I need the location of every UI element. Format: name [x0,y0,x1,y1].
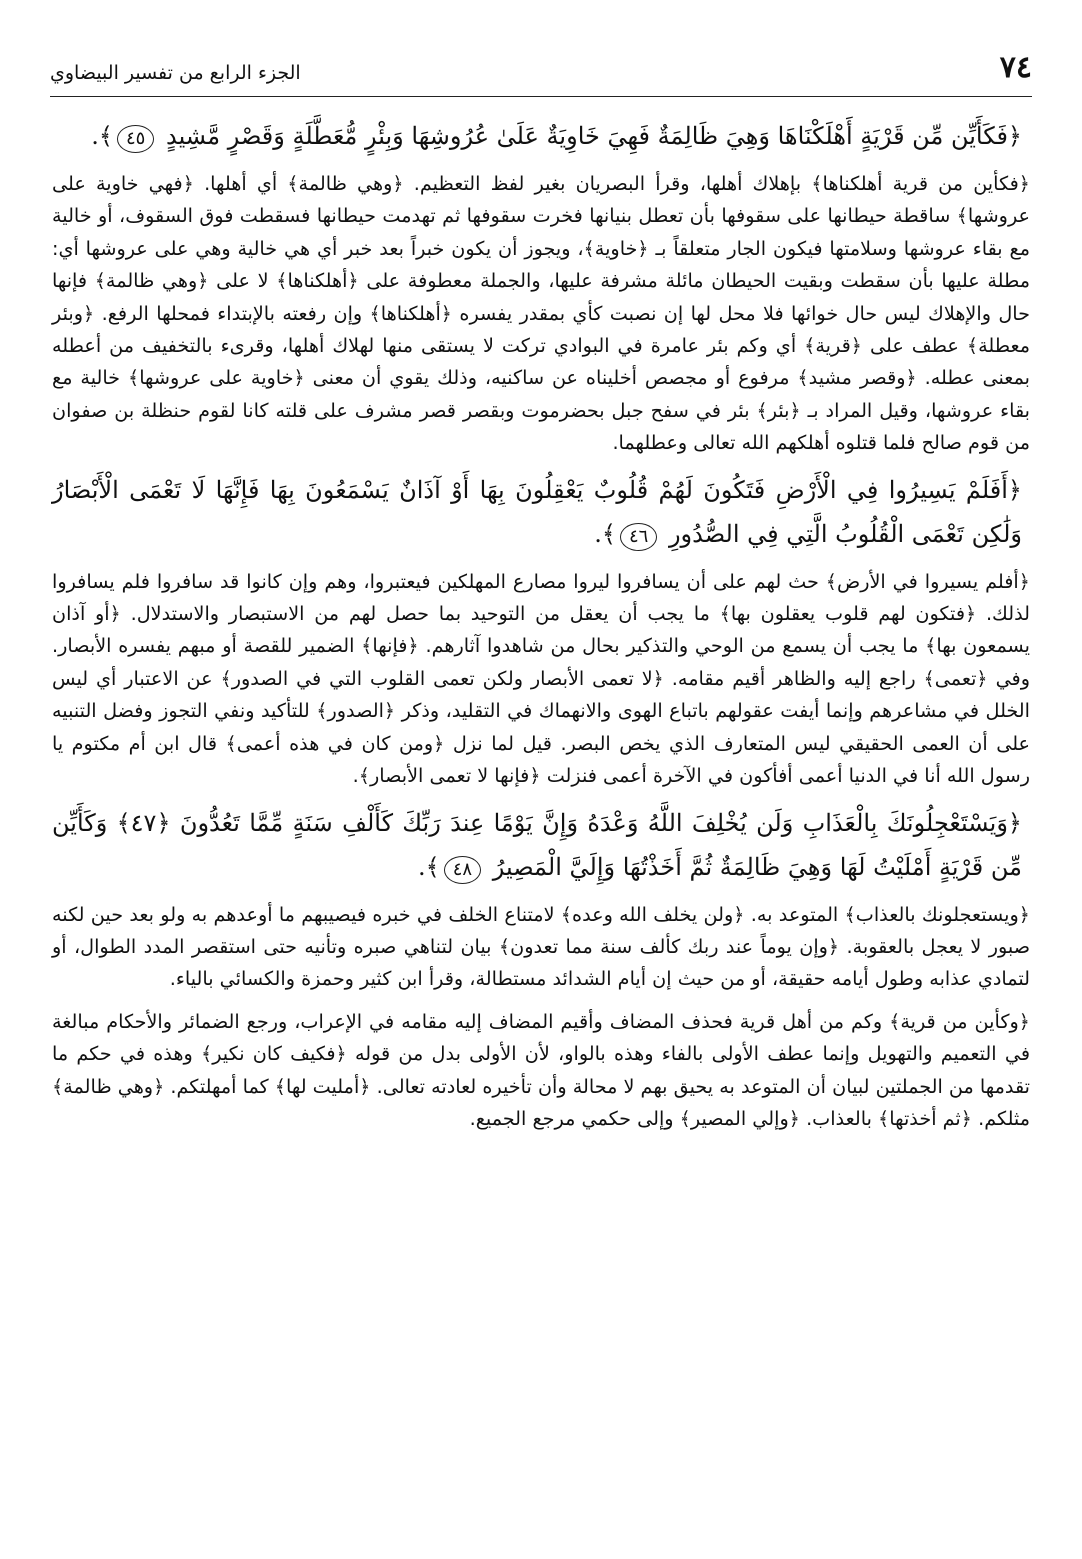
verse-text: ﴿أَفَلَمْ يَسِيرُوا فِي الْأَرْضِ فَتَكُونَ لَهُمْ قُلُوبٌ يَعْقِلُونَ بِهَا أَوْ آذَانٌ يَسْمَعُونَ بِهَا فَإِنَّهَا لَا تَعْمَى الْأَبْصَارُ وَلَٰكِن تَعْمَى الْقُلُوبُ الَّتِي فِي الصُّدُورِ [52,475,1022,548]
page-body [52,108,1030,1143]
verse-block [52,468,1030,556]
header-rule [50,96,1032,97]
verse-text: ﴿فَكَأَيِّن مِّن قَرْيَةٍ أَهْلَكْنَاهَا وَهِيَ ظَالِمَةٌ فَهِيَ خَاوِيَةٌ عَلَىٰ عُرُوشِهَا وَبِئْرٍ مُّعَطَّلَةٍ وَقَصْرٍ مَّشِيدٍ [165,122,1022,150]
commentary-paragraph: ﴿أفلم يسيروا في الأرض﴾ حث لهم على أن يسافروا ليروا مصارع المهلكين فيعتبروا، وهم وإن كانوا قد سافروا فلم يسافروا لذلك. ﴿فتكون لهم قلوب يعقلون بها﴾ ما يجب أن يعقل من التوحيد بما حصل لهم من الاستبصار والاستدلال. ﴿أو آذان يسمعون بها﴾ ما يجب أن يسمع من الوحي والتذكير بحال من شاهدوا آثارهم. ﴿فإنها﴾ الضمير للقصة أو مبهم يفسره الأبصار. وفي ﴿تعمى﴾ راجع إليه والظاهر أقيم مقامه. ﴿لا تعمى الأبصار ولكن تعمى القلوب التي في الصدور﴾ عن الاعتبار أي ليس الخلل في مشاعرهم وإنما أيفت عقولهم باتباع الهوى والانهماك في التقليد، وذكر ﴿الصدور﴾ للتأكيد ونفي التجوز وفضل التنبيه على أن العمى الحقيقي ليس المتعارف الذي يخص البصر. قيل لما نزل ﴿ومن كان في هذه أعمى﴾ قال ابن أم مكتوم يا رسول الله أنا في الدنيا أعمى أفأكون في الآخرة أعمى فنزلت ﴿فإنها لا تعمى الأبصار﴾. [52,569,1030,788]
commentary-paragraph: ﴿وكأين من قرية﴾ وكم من أهل قرية فحذف المضاف وأقيم المضاف إليه مقامه في الإعراب، ورجع الضمائر والأحكام مبالغة في التعميم والتهويل وإنما عطف الأولى بالفاء وهذه بالواو، لأن الأولى بدل من قوله ﴿فكيف كان نكير﴾ وهذه في حكم ما تقدمها من الجملتين لبيان أن المتوعد به يحيق بهم لا محالة وأن تأخيره لعادته تعالى. ﴿أمليت لها﴾ كما أمهلتكم. ﴿وهي ظالمة﴾ مثلكم. ﴿ثم أخذتها﴾ بالعذاب. ﴿وإلي المصير﴾ وإلى حكمي مرجع الجميع. [52,1009,1030,1130]
verse-block [52,114,1030,158]
ayah-number: ٤٦ [620,523,657,551]
page-number: ٧٤ [999,50,1032,85]
ayah-number: ٤٥ [117,125,154,153]
verse-text: ﴿وَيَسْتَعْجِلُونَكَ بِالْعَذَابِ وَلَن يُخْلِفَ اللَّهُ وَعْدَهُ وَإِنَّ يَوْمًا عِندَ رَبِّكَ كَأَلْفِ سَنَةٍ مِّمَّا تَعُدُّونَ ﴿٤٧﴾ وَكَأَيِّن مِّن قَرْيَةٍ أَمْلَيْتُ لَهَا وَهِيَ ظَالِمَةٌ ثُمَّ أَخَذْتُهَا وَإِلَيَّ الْمَصِيرُ [52,808,1022,881]
commentary-paragraph: ﴿ويستعجلونك بالعذاب﴾ المتوعد به. ﴿ولن يخلف الله وعده﴾ لامتناع الخلف في خبره فيصيبهم ما أوعدهم به ولو بعد حين لكنه صبور لا يعجل بالعقوبة. ﴿وإن يوماً عند ربك كألف سنة مما تعدون﴾ بيان لتناهي صبره وتأنيه حتى استقصر المدد الطوال، أو لتمادي عذابه وطول أيامه حقيقة، أو من حيث إن أيام الشدائد مستطالة، وقرأ ابن كثير وحمزة والكسائي بالياء. [52,902,1030,991]
running-title: الجزء الرابع من تفسير البيضاوي [50,62,301,84]
verse-block [52,801,1030,889]
page-header [50,48,1032,100]
verse-end: ﴾. [91,122,113,150]
verse-end: ﴾. [418,852,440,881]
commentary-paragraph: ﴿فكأين من قرية أهلكناها﴾ بإهلاك أهلها، وقرأ البصريان بغير لفظ التعظيم. ﴿وهي ظالمة﴾ أي أهلها. ﴿فهي خاوية على عروشها﴾ ساقطة حيطانها على سقوفها بأن تعطل بنيانها فخرت سقوفها ثم تهدمت حيطانها فسقطت فوق السقوف، أو خالية مع بقاء عروشها وسلامتها فيكون الجار متعلقاً بـ ﴿خاوية﴾، ويجوز أن يكون خبراً بعد خبر أي هي خالية وهي على عروشها أي: مطلة عليها بأن سقطت وبقيت الحيطان مائلة مشرفة عليها، والجملة معطوفة على ﴿أهلكناها﴾ لا على ﴿وهي ظالمة﴾ فإنها حال والإهلاك ليس حال خوائها فلا محل لها إن نصبت كأي بمقدر يفسره ﴿أهلكناها﴾ وإن رفعته بالإبتداء فمحلها الرفع. ﴿وبئر معطلة﴾ عطف على ﴿قرية﴾ أي وكم بئر عامرة في البوادي تركت لا يستقى منها لهلاك أهلها، وقرىء بالتخفيف من أعطله بمعنى عطله. ﴿وقصر مشيد﴾ مرفوع أو مجصص أخليناه عن ساكنيه، وذلك يقوي أن معنى ﴿خاوية على عروشها﴾ خالية مع بقاء عروشها، وقيل المراد بـ ﴿بئر﴾ بئر في سفح جبل بحضرموت وبقصر قصر مشرف على قلته كانا لقوم حنظلة بن صفوان من قوم صالح فلما قتلوه أهلكهم الله تعالى وعطلهما. [52,172,1030,455]
verse-end: ﴾. [594,519,616,548]
ayah-number: ٤٨ [444,856,481,884]
